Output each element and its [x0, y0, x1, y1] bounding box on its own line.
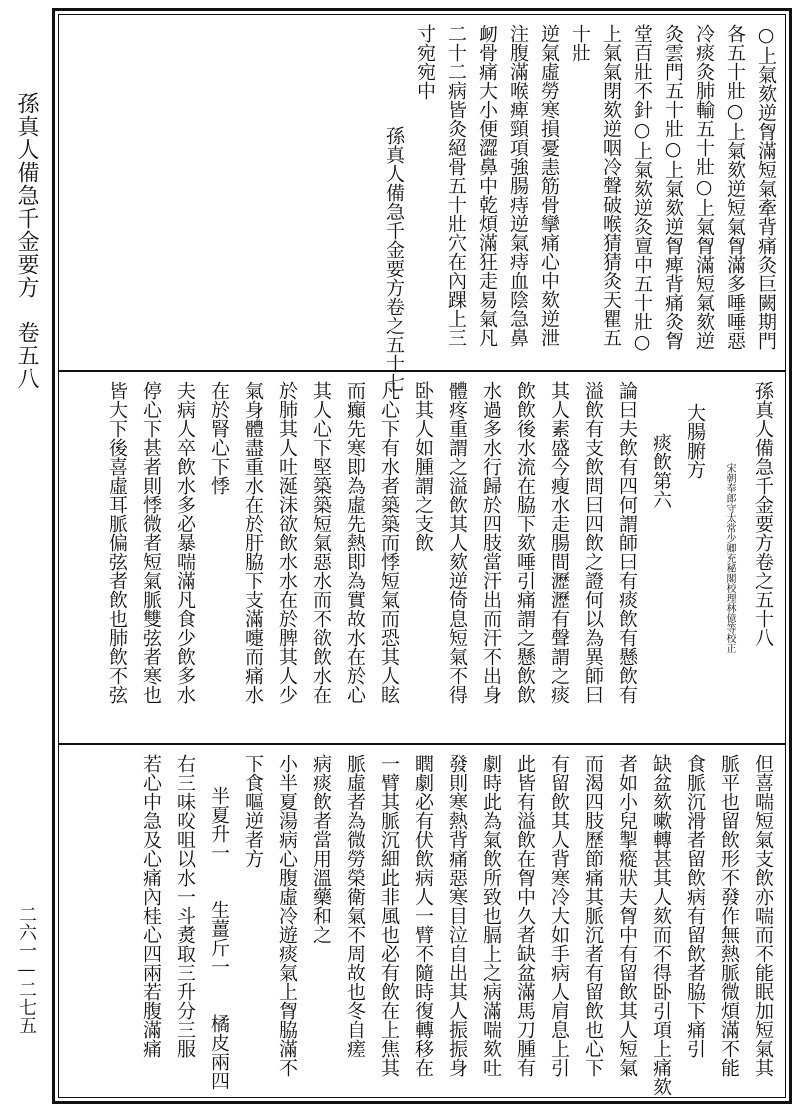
text-column: 小半夏湯病心腹虛冷遊痰氣上胷脇滿不: [276, 754, 298, 1077]
text-column: 右三味㕮咀以水一斗煑取三升分三服: [174, 754, 196, 1058]
book-title: 孫真人備急千金要方: [14, 92, 39, 299]
text-column: 停心下甚者則悸微者短氣脈雙弦者寒也: [140, 381, 162, 704]
text-column: 痰飲第六: [650, 433, 672, 509]
text-column: 溢飲有支飲問曰四飲之證何以為異師曰: [582, 381, 604, 704]
text-column: 孫真人備急千金要方卷之五十七: [383, 126, 405, 392]
text-column: 十壯: [569, 24, 591, 62]
text-column: 堂百壯不針○上氣欬逆灸亶中五十壯○: [631, 24, 653, 353]
text-column: 半夏升一 生薑斤一 橘皮兩四: [208, 786, 230, 1090]
panel-divider-top: [59, 370, 785, 372]
text-column: 缺盆欬嗽轉甚其人欬而不得卧引項上痛欬: [650, 754, 672, 1096]
text-column: 此皆有溢飲在胷中久者缺盆滿馬刀腫有: [514, 754, 536, 1077]
panel-middle: [60, 373, 784, 741]
text-column: 瞤劇必有伏飲病人一臂不隨時復轉移在: [412, 754, 434, 1077]
text-column: 但喜喘短氣支飲亦喘而不能眠加短氣其: [752, 754, 774, 1077]
text-column: 逆氣虛勞寒損憂恚筋骨攣痛心中欬逆泄: [538, 24, 560, 347]
text-column: 者如小兒掣瘲狀夫胷中有留飲其人短氣: [616, 754, 638, 1077]
text-column: 宋朝奉郎守太常少卿充秘閣校理林億等校正: [724, 463, 735, 653]
text-column: 劇時此為氣飲所致也膈上之病滿喘欬吐: [480, 754, 502, 1077]
volume-label: 卷五八: [14, 321, 39, 390]
text-column: 大腸腑方: [684, 403, 706, 479]
text-column: 脈平也留飲形不發作無熱脈微煩滿不能: [718, 754, 740, 1077]
text-column: 論曰夫飲有四何謂師曰有痰飲有懸飲有: [616, 381, 638, 704]
text-column: 體疼重謂之溢飲其人欬逆倚息短氣不得: [446, 381, 468, 704]
text-column: 發則寒熱背痛惡寒目泣自出其人振振身: [446, 754, 468, 1077]
text-column: 上氣氣閉欬逆咽冷聲破喉猜猜灸天瞿五: [600, 24, 622, 347]
panel-divider-bottom: [59, 743, 785, 745]
text-column: 二十二病皆灸絕骨五十壯穴在內踝上三: [445, 24, 467, 347]
text-column: ○上氣欬逆胷滿短氣牽背痛灸巨闕期門: [755, 24, 777, 350]
text-column: 下食嘔逆者方: [242, 754, 264, 868]
text-column: 食脈沉滑者留飲病有留飲者脇下痛引: [684, 754, 706, 1058]
text-column: 夫病人卒飲水多必暴喘滿凡食少飲多水: [174, 381, 196, 704]
text-column: 水過多水行歸於四肢當汗出而汗不出身: [480, 381, 502, 704]
text-column: 有留飲其人背寒冷大如手病人肩息上引: [548, 754, 570, 1077]
text-column: 在於腎心下悸: [208, 381, 230, 495]
text-column: 注腹滿喉痺頸項強腸痔逆氣痔血陰急鼻: [507, 24, 529, 347]
text-column: 飲飲後水流在脇下欬唾引痛謂之懸飲飲: [514, 381, 536, 704]
text-column: 冷痰灸肺輸五十壯○上氣胷滿短氣欬逆: [693, 24, 715, 350]
text-column: 孫真人備急千金要方卷之五十八: [752, 381, 774, 647]
text-column: 於肺其人吐涎沫欲飲水水在於脾其人少: [276, 381, 298, 704]
margin-page-number: 二六一—二七五: [16, 905, 37, 1034]
text-column: 凡心下有水者築築而悸短氣而恐其人眩: [378, 381, 400, 704]
text-column: 一臂其脈沉細此非風也必有飲在上焦其: [378, 754, 400, 1077]
text-column: 若心中急及心痛內桂心四兩若腹滿痛: [140, 754, 162, 1058]
panel-bottom: [60, 746, 784, 1096]
text-column: 而癲先寒即為虛先熱即為實故水在於心: [344, 381, 366, 704]
text-column: 灸雲門五十壯○上氣欬逆胷痺背痛灸胷: [662, 24, 684, 350]
panel-top: [60, 16, 784, 392]
text-column: 卧其人如腫謂之支飲: [412, 381, 434, 552]
text-column: 病痰飲者當用溫藥和之: [310, 754, 332, 944]
text-column: 各五十壯○上氣欬逆短氣胷滿多唾唾惡: [724, 24, 746, 350]
text-column: 而渴四肢歷節痛其脈沉者有留飲也心下: [582, 754, 604, 1077]
text-column: 脈虛者為微勞榮衛氣不周故也冬自瘥: [344, 754, 366, 1058]
text-column: 衂骨痛大小便澀鼻中乾煩滿狂走易氣凡: [476, 24, 498, 347]
text-column: 寸宛宛中: [414, 24, 436, 100]
text-column: 其人心下堅築築短氣惡水而不欲飲水在: [310, 381, 332, 704]
text-column: 氣身體盡重水在於肝脇下支滿嚏而痛水: [242, 381, 264, 704]
text-column: 其人素盛今瘦水走腸間瀝瀝有聲謂之痰: [548, 381, 570, 704]
text-column: 皆大下後喜虛耳脈偏弦者飲也肺飲不弦: [106, 381, 128, 704]
